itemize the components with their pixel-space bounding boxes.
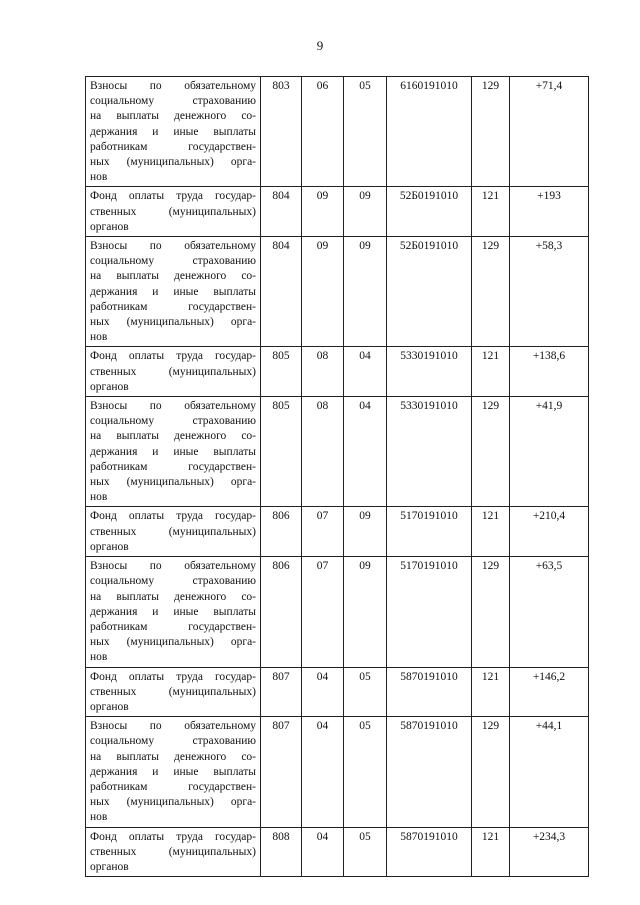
cell-amount: +58,3: [510, 237, 589, 347]
cell-target-article: 5870191010: [387, 827, 472, 877]
cell-expense-type: 121: [472, 827, 510, 877]
expense-name-line: держания и иные выплаты: [90, 445, 256, 458]
expense-name-line: ных (муниципальных) орга-: [90, 316, 256, 329]
cell-target-article: 6160191010: [387, 77, 472, 187]
page-number: 9: [316, 38, 324, 53]
cell-section-code: 06: [302, 77, 344, 187]
cell-subsection-code: 09: [344, 557, 387, 667]
cell-target-article: 5330191010: [387, 397, 472, 507]
cell-expense-name: [86, 827, 261, 877]
expense-name-line: Фонд оплаты труда государ-: [90, 350, 256, 363]
expense-name-line: ственных (муниципальных): [90, 365, 256, 378]
cell-expense-name: [86, 237, 261, 347]
expense-name-line: держания и иные выплаты: [90, 125, 256, 138]
cell-ministry-code: 807: [261, 667, 302, 717]
expense-name-line: Фонд оплаты труда государ-: [90, 670, 256, 683]
cell-section-code: 04: [302, 667, 344, 717]
expense-name-line: органов: [90, 860, 129, 873]
cell-expense-type: 129: [472, 557, 510, 667]
cell-section-code: 04: [302, 827, 344, 877]
cell-amount: +210,4: [510, 507, 589, 557]
expense-name-line: ственных (муниципальных): [90, 845, 256, 858]
expense-name-line: Взносы по обязательному: [90, 560, 256, 573]
cell-section-code: 07: [302, 557, 344, 667]
expense-name-line: ственных (муниципальных): [90, 525, 256, 538]
expense-name-line: работникам государствен-: [90, 620, 256, 633]
cell-subsection-code: 04: [344, 347, 387, 397]
table-row: [86, 77, 589, 187]
expense-name-line: Фонд оплаты труда государ-: [90, 510, 256, 523]
table-row: [86, 347, 589, 397]
expense-name-line: на выплаты денежного со-: [90, 110, 256, 123]
expense-name-line: Взносы по обязательному: [90, 240, 256, 253]
cell-expense-type: 129: [472, 397, 510, 507]
expense-name-line: нов: [90, 331, 108, 344]
expense-name-line: Взносы по обязательному: [90, 400, 256, 413]
cell-subsection-code: 05: [344, 77, 387, 187]
cell-target-article: 5870191010: [387, 717, 472, 827]
expense-name-line: ственных (муниципальных): [90, 685, 256, 698]
cell-target-article: 52Б0191010: [387, 237, 472, 347]
expense-name-line: на выплаты денежного со-: [90, 430, 256, 443]
cell-target-article: 5870191010: [387, 667, 472, 717]
table-row: [86, 827, 589, 877]
expense-name-line: работникам государствен-: [90, 460, 256, 473]
cell-ministry-code: 805: [261, 347, 302, 397]
cell-section-code: 08: [302, 347, 344, 397]
cell-expense-name: [86, 187, 261, 237]
table-row: [86, 717, 589, 827]
expense-name-line: ных (муниципальных) орга-: [90, 796, 256, 809]
cell-amount: +63,5: [510, 557, 589, 667]
expense-name-line: Фонд оплаты труда государ-: [90, 830, 256, 843]
expense-name-line: социальному страхованию: [90, 255, 256, 268]
cell-expense-name: [86, 557, 261, 667]
cell-subsection-code: 05: [344, 827, 387, 877]
expense-name-line: ных (муниципальных) орга-: [90, 476, 256, 489]
cell-expense-name: [86, 507, 261, 557]
cell-expense-type: 121: [472, 187, 510, 237]
expense-name-line: на выплаты денежного со-: [90, 750, 256, 763]
cell-expense-type: 129: [472, 77, 510, 187]
expense-name-line: Фонд оплаты труда государ-: [90, 190, 256, 203]
cell-ministry-code: 805: [261, 397, 302, 507]
budget-table: [85, 76, 589, 877]
cell-ministry-code: 806: [261, 557, 302, 667]
expense-name-line: Взносы по обязательному: [90, 720, 256, 733]
expense-name-line: работникам государствен-: [90, 140, 256, 153]
expense-name-line: держания и иные выплаты: [90, 765, 256, 778]
cell-amount: +138,6: [510, 347, 589, 397]
cell-section-code: 09: [302, 187, 344, 237]
table-row: [86, 667, 589, 717]
cell-amount: +71,4: [510, 77, 589, 187]
expense-name-line: социальному страхованию: [90, 575, 256, 588]
expense-name-line: на выплаты денежного со-: [90, 270, 256, 283]
cell-section-code: 07: [302, 507, 344, 557]
cell-target-article: 5170191010: [387, 557, 472, 667]
expense-name-line: органов: [90, 380, 129, 393]
expense-name-line: органов: [90, 540, 129, 553]
expense-name-line: нов: [90, 651, 108, 664]
cell-ministry-code: 804: [261, 237, 302, 347]
cell-amount: +193: [510, 187, 589, 237]
table-row: [86, 557, 589, 667]
cell-ministry-code: 804: [261, 187, 302, 237]
expense-name-line: нов: [90, 171, 108, 184]
expense-name-line: ных (муниципальных) орга-: [90, 156, 256, 169]
expense-name-line: органов: [90, 700, 129, 713]
expense-name-line: работникам государствен-: [90, 300, 256, 313]
expense-name-line: ных (муниципальных) орга-: [90, 636, 256, 649]
cell-amount: +234,3: [510, 827, 589, 877]
cell-subsection-code: 09: [344, 237, 387, 347]
expense-name-line: нов: [90, 811, 108, 824]
cell-section-code: 09: [302, 237, 344, 347]
table-body: [86, 77, 589, 877]
cell-amount: +44,1: [510, 717, 589, 827]
expense-name-line: Взносы по обязательному: [90, 80, 256, 92]
cell-expense-name: [86, 667, 261, 717]
table-row: [86, 237, 589, 347]
cell-section-code: 08: [302, 397, 344, 507]
cell-target-article: 52Б0191010: [387, 187, 472, 237]
cell-ministry-code: 807: [261, 717, 302, 827]
cell-expense-type: 121: [472, 667, 510, 717]
cell-ministry-code: 806: [261, 507, 302, 557]
cell-amount: +41,9: [510, 397, 589, 507]
cell-target-article: 5170191010: [387, 507, 472, 557]
cell-expense-type: 129: [472, 237, 510, 347]
cell-subsection-code: 05: [344, 667, 387, 717]
cell-expense-name: [86, 77, 261, 187]
cell-expense-name: [86, 347, 261, 397]
table-row: [86, 397, 589, 507]
expense-name-line: держания и иные выплаты: [90, 285, 256, 298]
expense-name-line: работникам государствен-: [90, 780, 256, 793]
expense-name-line: держания и иные выплаты: [90, 605, 256, 618]
expense-name-line: ственных (муниципальных): [90, 205, 256, 218]
cell-expense-name: [86, 717, 261, 827]
expense-name-line: социальному страхованию: [90, 735, 256, 748]
cell-ministry-code: 803: [261, 77, 302, 187]
expense-name-line: органов: [90, 220, 129, 233]
expense-name-line: нов: [90, 491, 108, 504]
expense-name-line: на выплаты денежного со-: [90, 590, 256, 603]
cell-amount: +146,2: [510, 667, 589, 717]
table-row: [86, 187, 589, 237]
cell-subsection-code: 05: [344, 717, 387, 827]
cell-subsection-code: 04: [344, 397, 387, 507]
expense-name-line: социальному страхованию: [90, 415, 256, 428]
cell-subsection-code: 09: [344, 187, 387, 237]
cell-ministry-code: 808: [261, 827, 302, 877]
expense-name-line: социальному страхованию: [90, 95, 256, 108]
cell-subsection-code: 09: [344, 507, 387, 557]
cell-section-code: 04: [302, 717, 344, 827]
table-row: [86, 507, 589, 557]
cell-expense-type: 129: [472, 717, 510, 827]
cell-expense-type: 121: [472, 507, 510, 557]
cell-expense-type: 121: [472, 347, 510, 397]
cell-expense-name: [86, 397, 261, 507]
cell-target-article: 5330191010: [387, 347, 472, 397]
